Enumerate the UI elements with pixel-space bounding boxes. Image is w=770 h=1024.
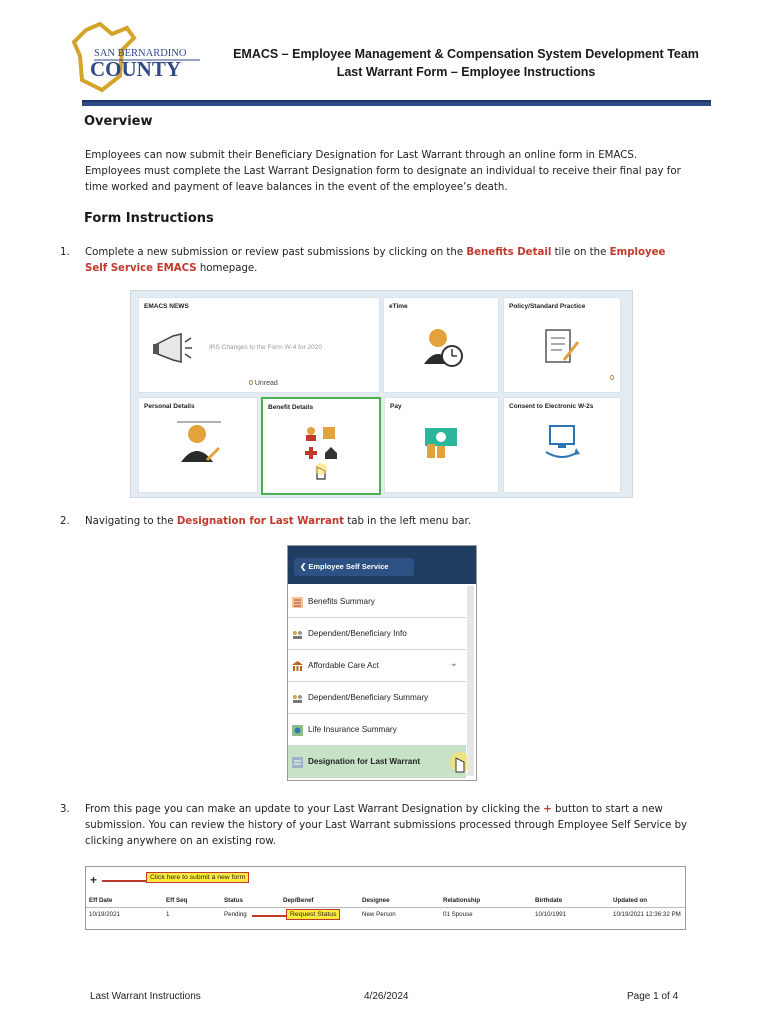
tile-news-unread xyxy=(249,380,278,387)
document-header xyxy=(212,45,720,81)
megaphone-icon xyxy=(151,332,193,366)
footer-date: 4/26/2024 xyxy=(364,991,409,1002)
menu-item-dependent-summary[interactable] xyxy=(288,682,466,714)
col-birthdate: Birthdate xyxy=(535,897,563,904)
money-icon xyxy=(423,426,463,460)
step-3-number: 3. xyxy=(60,804,70,815)
cell-eff-seq: 1 xyxy=(166,911,170,918)
col-updated-on: Updated on xyxy=(613,897,648,904)
menu-header xyxy=(288,546,476,584)
header-rule xyxy=(82,100,711,106)
menu-item-affordable-care-act[interactable] xyxy=(288,650,466,682)
building-icon xyxy=(292,661,303,672)
add-submission-button[interactable]: + xyxy=(90,873,98,887)
callout-arrow xyxy=(102,880,146,882)
people-icon xyxy=(292,629,303,640)
menu-item-label: Dependent/Beneficiary Info xyxy=(308,629,407,638)
tile-policy-count: 0 xyxy=(610,375,614,382)
col-dep-benef: Dep/Benef xyxy=(283,897,314,904)
cell-designee: New Person xyxy=(362,911,396,918)
col-designee: Designee xyxy=(362,897,390,904)
tile-consent-w2[interactable] xyxy=(503,397,621,493)
tile-news-count-label: Unread xyxy=(254,380,278,387)
list-icon xyxy=(292,597,303,608)
menu-item-label: Benefits Summary xyxy=(308,597,375,606)
tile-news-text: IRS Changes to the Form W-4 for 2020 xyxy=(209,344,322,351)
submissions-table-screenshot xyxy=(85,866,686,930)
step-1-number: 1. xyxy=(60,247,70,258)
cell-birthdate: 10/10/1991 xyxy=(535,911,566,918)
menu-item-label: Designation for Last Warrant xyxy=(308,757,421,766)
status-callout-arrow xyxy=(252,915,286,917)
step-2-text: Navigating to the Designation for Last Warrant tab in the left menu bar. xyxy=(85,516,471,527)
employee-self-service-link: Employee Self Service EMACS xyxy=(85,247,666,274)
col-eff-date: Eff Date xyxy=(89,897,113,904)
header-line-1: EMACS – Employee Management & Compensation System Development Team xyxy=(233,47,699,61)
menu-item-designation-last-warrant[interactable] xyxy=(288,746,466,778)
overview-text: Employees can now submit their Beneficiary Designation for Last Warrant through an online form in EMACS. Employees must complete the Last Warrant Designation form to designate an individual to receive their final pay for time worked and payment of leave balances in the event of the employee’s death. xyxy=(85,150,681,193)
col-eff-seq: Eff Seq xyxy=(166,897,188,904)
header-line-2: Last Warrant Form – Employee Instructions xyxy=(336,65,596,79)
person-clock-icon xyxy=(422,326,466,370)
logo-top-text: SAN BERNARDINO xyxy=(94,48,187,59)
tile-consent-title: Consent to Electronic W-2s xyxy=(509,403,594,410)
tile-personal-title: Personal Details xyxy=(144,403,195,410)
county-logo xyxy=(72,20,202,96)
tile-benefit-title: Benefit Details xyxy=(268,404,314,411)
col-relationship: Relationship xyxy=(443,897,481,904)
employee-self-service-back-button[interactable]: ❮ Employee Self Service xyxy=(294,558,414,576)
table-header-rule xyxy=(86,907,685,908)
homepage-tiles-screenshot xyxy=(130,290,633,498)
chevron-down-icon[interactable]: ⌄ xyxy=(449,658,458,669)
menu-item-label: Dependent/Beneficiary Summary xyxy=(308,693,429,702)
callout-new-form: Click here to submit a new form xyxy=(146,872,249,883)
cell-eff-date: 10/19/2021 xyxy=(89,911,120,918)
form-icon xyxy=(292,757,303,768)
tile-etime-title: eTime xyxy=(389,303,408,310)
tile-benefit-details[interactable] xyxy=(261,397,381,495)
designation-link: Designation for Last Warrant xyxy=(176,516,344,527)
menu-item-life-insurance[interactable] xyxy=(288,714,466,746)
tile-pay[interactable] xyxy=(384,397,499,493)
tile-emacs-news-title: EMACS NEWS xyxy=(144,303,189,310)
cell-updated-on: 10/19/2021 12:36:32 PM xyxy=(613,911,681,918)
logo-main-text: COUNTY xyxy=(90,57,182,81)
benefits-detail-link: Benefits Detail xyxy=(466,247,552,258)
menu-item-label: Affordable Care Act xyxy=(308,661,379,670)
overview-heading: Overview xyxy=(84,114,153,129)
document-pencil-icon xyxy=(542,328,582,368)
cell-status: Pending xyxy=(224,911,247,918)
col-status: Status xyxy=(224,897,243,904)
tile-personal-details[interactable] xyxy=(138,397,258,493)
footer-page-number: Page 1 of 4 xyxy=(627,991,679,1002)
tile-news-count: 0 xyxy=(249,380,253,387)
callout-request-status: Request Status xyxy=(286,909,340,920)
menu-item-benefits-summary[interactable] xyxy=(288,586,466,618)
tile-emacs-news[interactable] xyxy=(138,297,380,393)
tile-etime[interactable] xyxy=(383,297,499,393)
menu-item-label: Life Insurance Summary xyxy=(308,725,397,734)
tile-policy-title: Policy/Standard Practice xyxy=(509,303,586,310)
person-edit-icon xyxy=(177,420,221,464)
insurance-icon xyxy=(292,725,303,736)
people-icon xyxy=(292,693,303,704)
step-3-text: From this page you can make an update to your Last Warrant Designation by clicking the + button to start a new submission. You can review the history of your Last Warrant submissions processed through Employee Self Service by clicking anywhere on an existing row. xyxy=(85,804,688,847)
benefits-icon xyxy=(303,423,343,483)
step-1-text: Complete a new submission or review past submissions by clicking on the Benefits Detail tile on the Employee Self Service EMACS homepage. xyxy=(85,247,666,274)
computer-sync-icon xyxy=(542,422,582,462)
form-instructions-heading: Form Instructions xyxy=(84,211,214,226)
tile-policy[interactable] xyxy=(503,297,621,393)
menu-scrollbar[interactable] xyxy=(467,586,474,776)
footer-title: Last Warrant Instructions xyxy=(90,991,201,1002)
tile-pay-title: Pay xyxy=(390,403,402,410)
menu-item-dependent-info[interactable] xyxy=(288,618,466,650)
step-2-number: 2. xyxy=(60,516,70,527)
plus-button-reference: + xyxy=(543,804,552,815)
left-menu-screenshot xyxy=(287,545,477,781)
cell-relationship: 01 Spouse xyxy=(443,911,473,918)
menu-back-label: Employee Self Service xyxy=(308,562,389,571)
